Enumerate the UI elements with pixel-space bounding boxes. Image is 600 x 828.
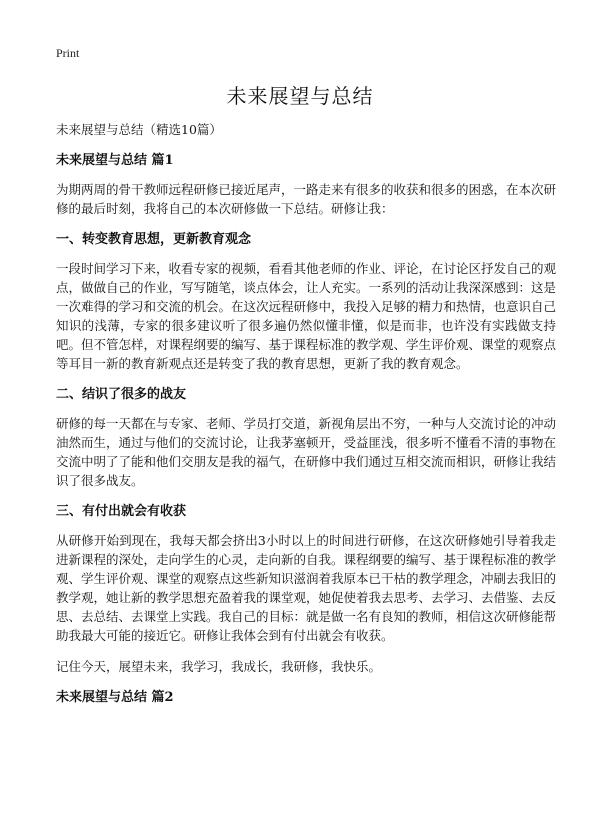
section-paragraph-1: 一段时间学习下来，收看专家的视频，看看其他老师的作业、评论，在讨论区抒发自己的观点，做做自己的作业，写写随笔，谈点体会，让人充实。一系列的活动让我深深感到：这是一次难得的学习和交流的机会。在这次远程研修中，我投入足够的精力和热情，也意识自己知识的浅薄，专家的很多建议听了很多遍仍然似懂非懂，似是而非，也许没有实践做支持吧。但不管怎样，对课程纲要的编写、基于课程标准的教学观、学生评价观、课堂的观察点等耳目一新的教育新观点还是转变了我的教育思想，更新了我的教育观念。 [56,261,557,371]
article-heading-2: 未来展望与总结 篇2 [56,690,174,705]
article-intro-paragraph: 为期两周的骨干教师远程研修已接近尾声，一路走来有很多的收获和很多的困惑，在本次研修的最后时刻，我将自己的本次研修做一下总结。研修让我： [56,182,557,216]
section-heading-1: 一、转变教育思想，更新教育观念 [56,232,252,247]
article-heading-1: 未来展望与总结 篇1 [56,153,174,168]
section-heading-3: 三、有付出就会有收获 [56,504,187,519]
article-content [56,120,556,717]
page-title: 未来展望与总结 [226,84,374,108]
section-paragraph-2: 研修的每一天都在与专家、老师、学员打交道，新视角层出不穷，一种与人交流讨论的冲动油然而生，通过与他们的交流讨论，让我茅塞顿开，受益匪浅，很多听不懂看不清的事物在交流中明了了能和他们交朋友是我的福气，在研修中我们通过互相交流而相识，研修让我结识了很多战友。 [56,416,557,488]
section-paragraph-3: 从研修开始到现在，我每天都会挤出3小时以上的时间进行研修，在这次研修她引导着我走进新课程的深处，走向学生的心灵，走向新的自我。课程纲要的编写、基于课程标准的教学观、学生评价观、课堂的观察点这些新知识滋润着我原本已干枯的教学理念，冲刷去我旧的教学观，她让新的教学思想充盈着我的课堂观，她促使着我去思考、去学习、去借鉴、去反思、去总结、去课堂上实践。我自己的目标：就是做一名有良知的教师，相信这次研修能帮助我最大可能的接近它。研修让我体会到有付出就会有收获。 [56,533,557,643]
section-heading-2: 二、结识了很多的战友 [56,387,187,402]
print-link[interactable]: Print [56,46,80,60]
closing-paragraph: 记住今天，展望未来，我学习，我成长，我研修，我快乐。 [56,659,382,674]
document-subtitle: 未来展望与总结（精选10篇） [56,122,222,137]
